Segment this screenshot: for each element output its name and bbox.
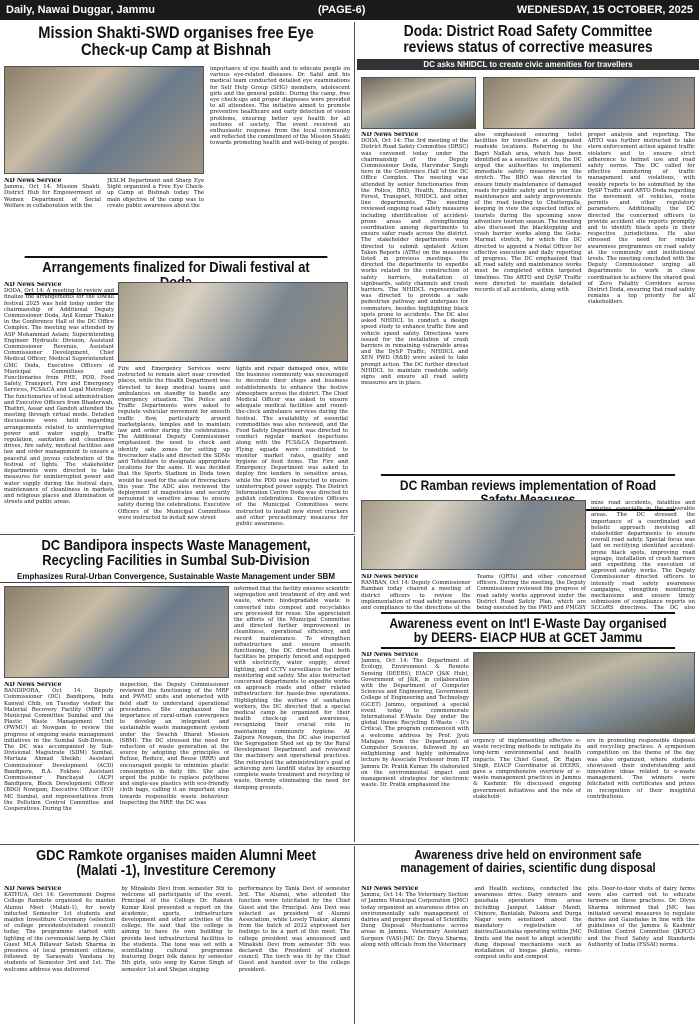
article-headline: GDC Ramkote organises maiden Alumni Meet (Malati -1), Investiture Ceremony bbox=[36, 847, 316, 880]
byline: ND News Service bbox=[4, 682, 62, 688]
byline: ND News Service bbox=[361, 574, 419, 580]
article-subheadline: Emphasizes Rural-Urban Convergence, Sustainable Waste Management under SBM bbox=[0, 571, 352, 583]
article-text: Fire and Emergency Services were instructed to remain alert near crowded places, while the Health Department was directed to keep medical teams and ambulances on standby to handle any emergency situation. The Police and Traffic Departments were asked to regulate vehicular movement for smooth traffic flow, particularly around marketplaces, temples and to maintain law and order during the celebrations. The Additional Deputy Commissioner emphasized the need to check and identify safe zones for setting up firecracker stalls and directed the SDMs and Tehsildars to designate appropriate locations for the same. It was decided that the Sports Stadium in Doda town would be used for the sale of firecrackers this year. The ADC also reviewed the deployment of magistrates and security personnel in sensitive areas to ensure safety during the celebrations. Executive Officers of the Municipal Committees were instructed to install new street bbox=[118, 366, 230, 521]
article-text: lights and repair damaged ones, while the business community was encouraged to decorate their shops and business establishments to enhance the festive atmosphere across the district. The Chief Medical Officer was asked to ensure adequate medical facilities and round-the-clock ambulance services during the festival. The availability of essential commodities was also reviewed, and the Food Safety Department was directed to conduct regular market inspections along with the FCS&CA Department. Flying squads were constituted to monitor market rates, quality and hygiene of food items. The Fire and Emergency Department was asked to deploy fire tenders in sensitive areas, while the PDD was instructed to ensure uninterrupted power supply. The District Information Centre Doda was directed to publish celebrations. Executive Officers of the Municipal Committees were instructed to install new street crackers and other precautionary measures for public awareness. bbox=[236, 366, 348, 528]
article-dairy-awareness bbox=[357, 846, 699, 1024]
article-photo bbox=[118, 282, 348, 362]
article-text: DODA, Oct 14: A meeting to review and finalize the arrangements for the Diwali festival 2025 was held today under the chairmanship of Additional Deputy Commissioner Doda, Anil Kumar Thakur in the Conference Hall of the DC Office Complex. The meeting was attended by ASP Mohammad Aslam; Superintending Engineer Hydraulic Division, Assistant Commissioner Revenue, Assistant Commissioner Development, Chief Medical Officer, Medical Superintendent GMC Doda, Executive Officers of Municipal Committees and Functionaries from PHE, PDD, Food Safety, Transport, Fire and Emergency Services, FCS&CA and Legal Metrology. The functionaries of local administration and Executive Officers from Bhaderwah, Thathri, Assar and Gandoh attended the meeting through virtual mode. Detailed discussions were held regarding arrangements related to uninterrupted power and water supply, traffic regulation, sanitation and cleanliness drives, fire safety, medical facilities and law and order management to ensure a peaceful and joyous celebration of the festival of lights. The stakeholder departments were directed to take measures for uninterrupted power and water supply during the festival days, maintenance of cleanliness in markets and religious places and illumination of streets and public areas. bbox=[4, 288, 114, 506]
article-headline: Doda: District Road Safety Committee reviews status of corrective measures bbox=[403, 23, 653, 57]
masthead bbox=[0, 0, 699, 20]
article-text: informed that the facility ensures scientific segregation and treatment of dry and wet waste, where biodegradable waste is converted into compost and recyclables are processed for reuse. She appreciated the efforts of the Municipal Committee and directed further improvement in cleanliness, operational efficiency, and record maintenance. To strengthen infrastructure and ensure smooth functioning, the DC directed that both facilities be properly fenced and equipped with electricity, water supply, street lighting, and CCTV surveillance for better monitoring and safety. She also instructed concerned departments to expedite works on approach roads and other related infrastructure for hassle-free operations. Highlighting the welfare of sanitation workers, the DC directed that a special medical camp be organized for their health check-up and awareness, recognizing their crucial role in maintaining community hygiene. At Zalpora Nowgam, the DC also inspected the Segregation Shed set up by the Rural Development Department and reviewed the machinery and operational practices. She reiterated the administration's goal of achieving zero landfill status by ensuring complete waste treatment and recycling of waste, thereby eliminating the need for dumping grounds. bbox=[234, 586, 350, 791]
article-text: BANDIPORA, Oct 14: Deputy Commissioner (DC) Bandipora, Indu Kanwal Chib, on Tuesday visited the Material Recovery Facility (MRF) at Municipal Committee Sumbal and the Plastic Waste Management Unit (PWMU) at Nowgam to review the progress of ongoing waste management initiatives in the Sumbal Sub-Division. The DC was accompanied by Sub-Divisional Magistrate (SDM) Sumbal, Murtaza Ahmad Sheikh; Assistant Commissioner Development (ACD) Bandipora, B.A. Fokhee; Assistant Commissioner Panchayat (ACP) Bandipora, Block Development Officer (BDO) Nowgam, Executive Officer (EO) MC Sumbal, and representatives from the Pollution Control Committee and Cooperatives. During the bbox=[4, 688, 114, 813]
article-photo bbox=[4, 586, 229, 678]
article-text: Jammu, Oct 14: The Veterinary Section of Jammu Municipal Corporation (JMC) today organized an awareness drive on environmentally safe management of dairies and proper disposal of Scientific Dung Disposal Mechanisms across areas in Jammu. Veterinary Assistant Surgeon (VAS)-JMC Dr. Divya Sharma, along with officials from the Veterinary bbox=[361, 892, 469, 948]
article-text: inspection, the Deputy Commissioner reviewed the functioning of the MRF and PWMU units and interacted with field staff to understand operational procedures. She emphasized the importance of rural-urban convergence to develop an integrated and sustainable waste management system under the Swachh Bharat Mission (SBM). The DC stressed the need for reduction of waste generation at the source by adopting the principles of Refuse, Reduce, and Reuse (RRR) and encouraged people to minimize plastic consumption in daily life. She also urged the public to replace polythene and single-use plastics with eco-friendly cloth bags, calling it an important step towards responsible waste behaviour. Inspecting the MRF, the DC was bbox=[119, 682, 229, 806]
byline: ND News Service bbox=[361, 652, 419, 658]
article-headline: Awareness drive held on environment safe management of dairies, scientific dung disposal bbox=[400, 847, 656, 876]
article-diwali-arrangements bbox=[0, 256, 352, 532]
article-text: proper analysis and reporting. The ARTO was further instructed to take stern enforcement action against traffic violators and to ensure strict adherence to helmet use and road safety norms. The DC called for effective monitoring of traffic management and violations, with weekly reports to be submitted by the DySP Traffic and ARTO Doda regarding the movement of vehicles, route permits and other regulatory parameters. Additionally, the DC directed the concerned officers to provide accident site reports promptly and to identify black spots in their respective jurisdictions. He also stressed the need for regular awareness programmes on road safety at the community and institutional levels. The meeting concluded with the Deputy Commissioner urging all departments to work in close coordination to achieve the shared goal of Zero Fatality Corridors across District Doda, ensuring that road safety remains a top priority for all stakeholders. bbox=[587, 132, 695, 306]
article-text: and Health sections, conducted the awareness drive. Dairy owners and gaushala operators from areas including Janipur, Lakkar Mandi, Chinore, Bantalab, Paloura and Durga Nagar were sensitized about the mandatory registration of dairies/Gaushalas operating within JMC limits and the need to adopt scientific dung disposal mechanisms such as installation of biogas plants, vermi-compost units and compost bbox=[474, 886, 582, 961]
article-ewaste-day bbox=[357, 612, 699, 842]
article-photo bbox=[361, 500, 586, 570]
byline: ND News Service bbox=[4, 178, 62, 184]
article-text: also emphasised ensuring toilet facilities for travellers at designated roadside locations. Referring to the Bagri Nallah area, which has been identified as a sensitive stretch, the DC urged the authorities to implement immediate safety measures on the stretch. The BRO was directed to ensure timely maintenance of damaged roads for public safety and to prioritize maintenance and safety improvements of the road leading to Chattergalla, keeping in view the expected influx of tourists during the upcoming snow adventure tourism season. The meeting also discussed the blacktopping and crash barrier works along the Goha-Marmat stretch, for which the DC directed to appoint a Nodal Officer for effective execution and daily reporting of progress. The DC emphasized that all road safety and maintenance works must be completed within targeted timelines. The ARTO and DySP Traffic were directed to maintain detailed records of all accidents, along with bbox=[474, 132, 582, 294]
article-photo bbox=[4, 66, 204, 174]
article-doda-road-safety bbox=[357, 22, 699, 472]
article-photo bbox=[361, 77, 476, 129]
article-text: pits. Door-to-door visits of dairy farms were also carried out to educate farmers on these practices. Dr. Divya Sharma informed that JMC has initiated several measures to regulate dairies and Gaushalas in line with the guidelines of the Jammu & Kashmir Pollution Control Committee (JKPCC) and the Food Safety and Standards Authority of India (FSSAI) norms. bbox=[587, 886, 695, 948]
article-subheadline: DC asks NHIDCL to create civic amenities for travellers bbox=[357, 59, 699, 70]
page-number: (PAGE-6) bbox=[318, 4, 366, 16]
article-bandipora-waste bbox=[0, 536, 352, 842]
article-ramban-road-safety bbox=[357, 474, 699, 610]
byline: ND News Service bbox=[361, 886, 419, 892]
article-gdc-ramkote bbox=[0, 846, 352, 1024]
article-headline: Awareness event on Int'l E-Waste Day organised by DEERS- EIACP HUB at GCET Jammu bbox=[381, 612, 675, 649]
article-headline: DC Bandipora inspects Waste Management, Recycling Facilities in Sumbal Sub-Division bbox=[41, 537, 311, 570]
article-text: Jammu, Oct 14: Mission Shakti, District Hub for Empowerment of Women Department of Social Welfare in collaboration with the bbox=[4, 184, 101, 209]
article-text: importance of eye health and to educate people on various eye-related diseases. Dr. Sahil and his medical team conducted detailed eye examinations for Self Help Group (SHG) members, adolescent girls and the general public. During the camp, free eye check-ups and proper diagnoses were provided to all attendees. The initiative aimed to promote preventive healthcare and early detection of vision problems, ensuring better eye health for all sections of society. The event received an enthusiastic response from the local community and reflected the commitment of the Mission Shakti towards promoting health and well-being of people. bbox=[210, 66, 350, 147]
article-photo bbox=[473, 652, 695, 734]
article-text: Teams (QRTs) and other concerned officers. During the meeting, the Deputy Commissioner reviewed the progress of road safety works approved under the District Road Safety Plan, which are being executed by the PWD and PMGSY bbox=[476, 574, 586, 610]
byline: ND News Service bbox=[361, 132, 419, 138]
article-headline: Mission Shakti-SWD organises free Eye Check-up Camp at Bishnah bbox=[38, 23, 314, 60]
article-text: by Minakshi Devi from semester 5th to welcome all participants of the event. Principal of the College Dr. Rakesh Kumar Koul presented a report on the academic, sports, infrastructure development and other activities of the college. He said that the college is aiming to have its own building to provide best infrastructural facilities to the students. The tone was set with a scintillating cultural programme featuring Dogri folk dance by semester 5th girls, solo song by Karan Singh of semester 1st and Shejan singing bbox=[121, 886, 233, 973]
byline: ND News Service bbox=[4, 886, 62, 892]
article-headline: DC Ramban reviews implementation of Road bbox=[381, 474, 675, 511]
article-text: DODA, Oct 14: The 3rd meeting of the District Road Safety Committee (DRSC) was convened today under the chairmanship of the Deputy Commissioner Doda, Harvinder Singh here in the Conference Hall of the DC Office Complex. The meeting was attended by senior functionaries from the Police, BRO, Health, Education, Forest, Transport, NHIDCL and other line departments. The meeting reviewed ongoing road safety measures including identification of accident-prone areas and strengthening coordination among departments to ensure safer roads across the district. The stakeholder departments were directed to submit updated Action Taken Reports (ATRs) on the measures listed in previous meetings. He directed the departments to expedite works related to the construction of safety barriers, installation of signboards, safety channels and crash barriers. The NHIDCL representative was directed to provide a safe pedestrian pathway and underpass for commuters, besides highlighting black spots prone to accidents. The DC also asked NHIDCL to conduct a design speed study to enhance traffic flow and vehicle speed safety. Directions were issued for the installation of crash barriers in remaining vulnerable areas and the DySP Traffic, NHIDCL and XEN PWD (R&B) were asked to take prompt action. The DC further directed NHIDCL to maintain roadside safety signs and ensure all road safety measures are in place. bbox=[361, 138, 469, 387]
issue-date: WEDNESDAY, 15 OCTOBER, 2025 bbox=[516, 4, 693, 16]
article-text: mize road accidents, fatalities and injuries, especially in the vulnerable areas. The DC stressed the importance of a coordinated and holistic approach involving all stakeholder departments to ensure overall road safety. Special focus was laid on rectifying identified accident-prone black spots, improving road signage, installation of crash barriers and expediting the execution of approved safety works. The Deputy Commissioner directed officers to intensify road safety awareness campaigns, strengthen monitoring mechanisms and ensure timely submission of compliance reports on SCCoRS directives. The DC also bbox=[591, 500, 695, 610]
article-text: RAMBAN, Oct 14: Deputy Commissioner Ramban today chaired a meeting of district officers to review the implementation of road safety measures and compliance to the directions of the bbox=[361, 580, 471, 610]
article-text: JKSLM Department and Sharp Eye Sight organized a Free Eye Check-up Camp at Bishnah today. The main objective of the camp was to create public awareness about the bbox=[107, 178, 204, 209]
article-photo bbox=[483, 77, 695, 129]
article-text: performance by Tania Devi of semester 3rd. The Alumni, who attended the function were felicitated by the Chief Guest and the Principal. Anu Devi was selected as president of Alumni Association, while Lovely Thakur, alumni from the batch of 2022 expressed her feelings to be a part of this meet. The college president was announced and Minakshi Devi from semester 5th was declared the President of student council. The torch was lit by the Chief Guest and handed over to the college president. bbox=[238, 886, 350, 973]
article-text: Jammu, Oct 14: The Department of Ecology, Environment & Remote Sensing (DEERS), EIACP (J&K Hub), Government of J&K, in collaboration with the Department of Computer Sciences and Engineering, Government College of Engineering and Technology (GCET) Jammu, organized a special event today to commemorate International E-Waste Day under the global theme Recycling E-Waste - It's Critical. The program commenced with a welcome address by Prof. Jyoti Mahajan from the Department of Computer Sciences, followed by an enlightening and highly informative lecture by Associate Professor from IIT Jammu Dr. Pratik Kumar. He elaborated on the environmental impact and management strategies for electronic waste. Dr. Pratik emphasized the bbox=[361, 658, 469, 789]
article-text: urgency of implementing effective e-waste recycling methods to mitigate its long-term environmental and health impacts. The Chief Guest, Dr. Rajan Singh, EIACP Coordinator at DEERS, gave a comprehensive overview of e-waste management practices in Jammu & Kashmir. He discussed ongoing government initiatives and the role of stakehold- bbox=[473, 738, 581, 800]
byline: ND News Service bbox=[4, 282, 62, 288]
article-mission-shakti bbox=[0, 22, 352, 254]
article-text: ers in promoting responsible disposal and recycling practices. A symposium competition on the theme of the day was also organized, where students showcased their understanding and innovative ideas related to e-waste management. The winners were felicitated with certificates and prizes in recognition of their insightful contributions. bbox=[587, 738, 695, 800]
article-headline: Arrangements finalized for Diwali festival at bbox=[25, 256, 328, 295]
article-text: KATHUA, Oct 14: Government Degree College Ramkote organized its maiden Alumni Meet (Malati-1), for newly inducted Semester 1st students and maiden Investiture Ceremony (selection of college presidents/student council) today. The programme started with lighting of the ceremonial lamp by Chief Guest MLA Billawar Satish Sharma in presence of local prominent citizens, followed by Saraswati Vandana by students of Semester 3rd and 1st. The welcome address was delivered bbox=[4, 892, 116, 973]
paper-name: Daily, Nawai Duggar, Jammu bbox=[6, 4, 155, 16]
